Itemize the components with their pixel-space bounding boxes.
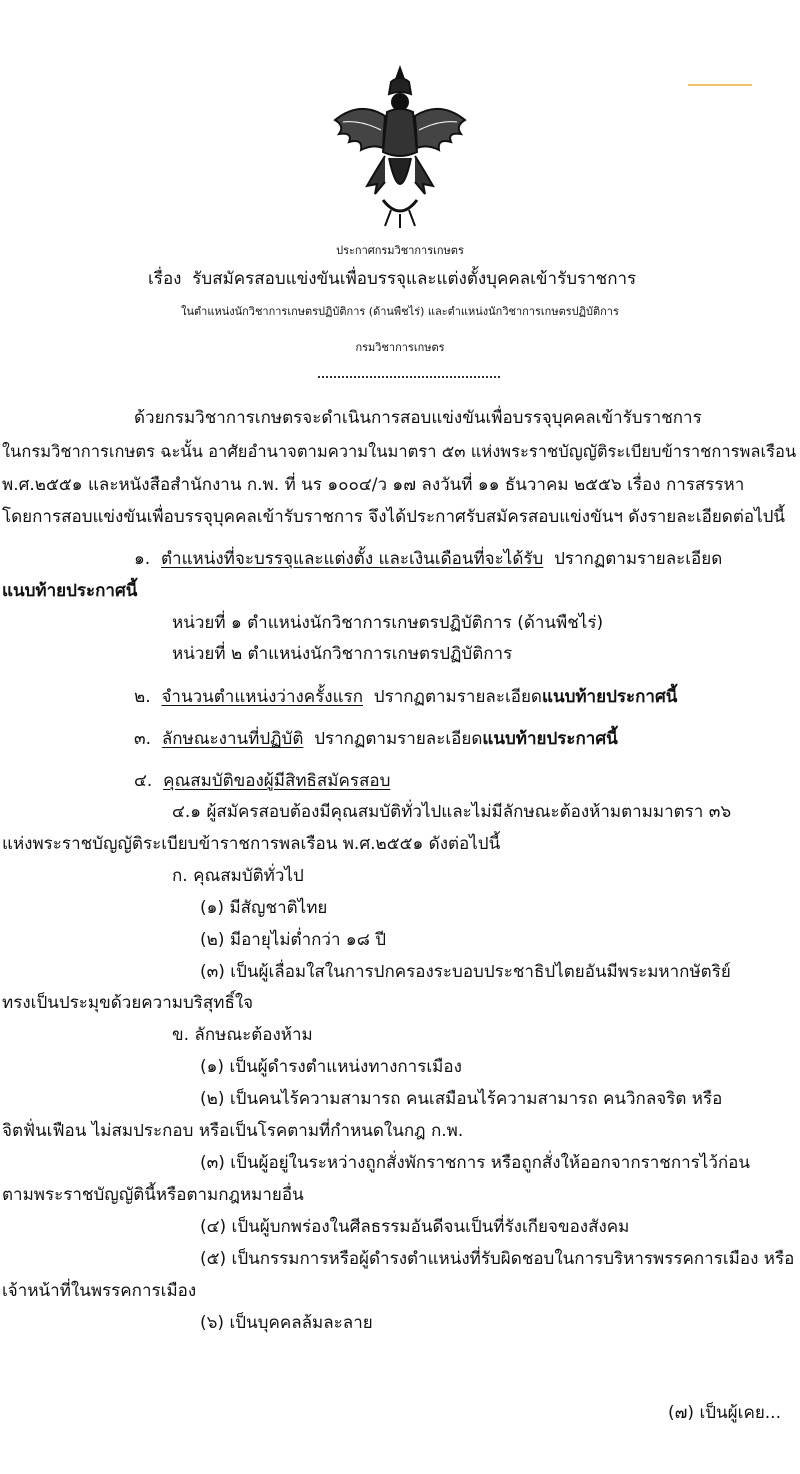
prohibited-item-1: (๑) เป็นผู้ดำรงตำแหน่งทางการเมือง xyxy=(200,1057,462,1077)
prohibited-item-2-cont: จิตฟั่นเฟือน ไม่สมประกอบ หรือเป็นโรคตามที่กำหนดในกฎ ก.พ. xyxy=(2,1121,464,1141)
prohibited-item-3-cont: ตามพระราชบัญญัตินี้หรือตามกฎหมายอื่น xyxy=(2,1185,304,1205)
prohibited-heading: ข. ลักษณะต้องห้าม xyxy=(172,1025,313,1045)
section-2-heading: จำนวนตำแหน่งว่างครั้งแรก xyxy=(161,687,363,707)
prohibited-item-5: (๕) เป็นกรรมการหรือผู้ดำรงตำแหน่งที่รับผิดชอบในการบริหารพรรคการเมือง หรือ xyxy=(200,1249,795,1269)
garuda-emblem-icon xyxy=(325,60,475,230)
intro-line-3: พ.ศ.๒๕๕๑ และหนังสือสำนักงาน ก.พ. ที่ นร ๑๐๐๔/ว ๑๗ ลงวันที่ ๑๑ ธันวาคม ๒๕๕๖ เรื่อง การสรรหา xyxy=(2,475,745,495)
prohibited-item-2: (๒) เป็นคนไร้ความสามารถ คนเสมือนไร้ความสามารถ คนวิกลจริต หรือ xyxy=(200,1089,723,1109)
section-3 xyxy=(134,728,618,750)
section-1-text: ปรากฏตามรายละเอียด xyxy=(554,549,723,569)
section-4-heading: คุณสมบัติของผู้มีสิทธิสมัครสอบ xyxy=(163,771,391,791)
section-2 xyxy=(134,686,677,708)
announcement-title: ประกาศกรมวิชาการเกษตร xyxy=(336,244,464,257)
general-item-2: (๒) มีอายุไม่ต่ำกว่า ๑๘ ปี xyxy=(200,930,387,950)
section-3-number: ๓. xyxy=(134,729,152,749)
intro-line-2: ในกรมวิชาการเกษตร ฉะนั้น อาศัยอำนาจตามความในมาตรา ๕๓ แห่งพระราชบัญญัติระเบียบข้าราชการพลเรือน xyxy=(2,442,797,461)
subject-line xyxy=(148,268,636,290)
section-4-number: ๔. xyxy=(134,771,153,791)
corner-highlight-mark xyxy=(688,84,752,86)
continued-on-next-page: (๗) เป็นผู้เคย... xyxy=(668,1403,781,1423)
section-1-number: ๑. xyxy=(134,549,151,569)
subject-text: รับสมัครสอบแข่งขันเพื่อบรรจุและแต่งตั้งบุคคลเข้ารับราชการ xyxy=(192,269,637,289)
section-1-heading: ตำแหน่งที่จะบรรจุและแต่งตั้ง และเงินเดือนที่จะได้รับ xyxy=(161,549,544,569)
section-3-text: ปรากฏตามรายละเอียด xyxy=(314,729,483,749)
department-name: กรมวิชาการเกษตร xyxy=(355,341,445,354)
prohibited-item-5-cont: เจ้าหน้าที่ในพรรคการเมือง xyxy=(2,1281,197,1301)
intro-line-1: ด้วยกรมวิชาการเกษตรจะดำเนินการสอบแข่งขันเพื่อบรรจุบุคคลเข้ารับราชการ xyxy=(134,408,702,428)
prohibited-item-6: (๖) เป็นบุคคลล้มละลาย xyxy=(200,1313,373,1333)
prohibited-item-3: (๓) เป็นผู้อยู่ในระหว่างถูกสั่งพักราชการ หรือถูกสั่งให้ออกจากราชการไว้ก่อน xyxy=(200,1153,751,1173)
section-4-1-line-1: ๔.๑ ผู้สมัครสอบต้องมีคุณสมบัติทั่วไปและไม่มีลักษณะต้องห้ามตามมาตรา ๓๖ xyxy=(172,802,732,822)
section-1 xyxy=(134,548,722,570)
prohibited-item-4: (๔) เป็นผู้บกพร่องในศีลธรรมอันดีจนเป็นที่รังเกียจของสังคม xyxy=(200,1217,630,1237)
general-item-1: (๑) มีสัญชาติไทย xyxy=(200,898,328,918)
section-2-bold: แนบท้ายประกาศนี้ xyxy=(541,687,678,707)
section-1-continuation: แนบท้ายประกาศนี้ xyxy=(2,581,138,601)
section-1-unit-1: หน่วยที่ ๑ ตำแหน่งนักวิชาการเกษตรปฏิบัติการ (ด้านพืชไร่) xyxy=(172,613,604,633)
section-4 xyxy=(134,770,390,792)
separator-dots xyxy=(318,376,500,378)
general-qualifications-heading: ก. คุณสมบัติทั่วไป xyxy=(172,866,304,886)
section-2-number: ๒. xyxy=(134,687,151,707)
section-1-unit-2: หน่วยที่ ๒ ตำแหน่งนักวิชาการเกษตรปฏิบัติการ xyxy=(172,644,513,664)
general-item-3: (๓) เป็นผู้เลื่อมใสในการปกครองระบอบประชาธิปไตยอันมีพระมหากษัตริย์ xyxy=(200,962,731,982)
section-2-text: ปรากฏตามรายละเอียด xyxy=(373,687,542,707)
section-3-bold: แนบท้ายประกาศนี้ xyxy=(482,729,618,749)
section-3-heading: ลักษณะงานที่ปฏิบัติ xyxy=(161,729,304,749)
general-item-3-cont: ทรงเป็นประมุขด้วยความบริสุทธิ์ใจ xyxy=(2,993,254,1013)
subject-line-2: ในตำแหน่งนักวิชาการเกษตรปฏิบัติการ (ด้านพืชไร่) และตำแหน่งนักวิชาการเกษตรปฏิบัติการ xyxy=(181,305,619,318)
subject-label: เรื่อง xyxy=(148,269,182,289)
intro-line-4: โดยการสอบแข่งขันเพื่อบรรจุบุคคลเข้ารับราชการ จึงได้ประกาศรับสมัครสอบแข่งขันฯ ดังรายละเอียดต่อไปนี้ xyxy=(2,507,786,527)
section-4-1-line-2: แห่งพระราชบัญญัติระเบียบข้าราชการพลเรือน พ.ศ.๒๕๕๑ ดังต่อไปนี้ xyxy=(2,834,501,854)
